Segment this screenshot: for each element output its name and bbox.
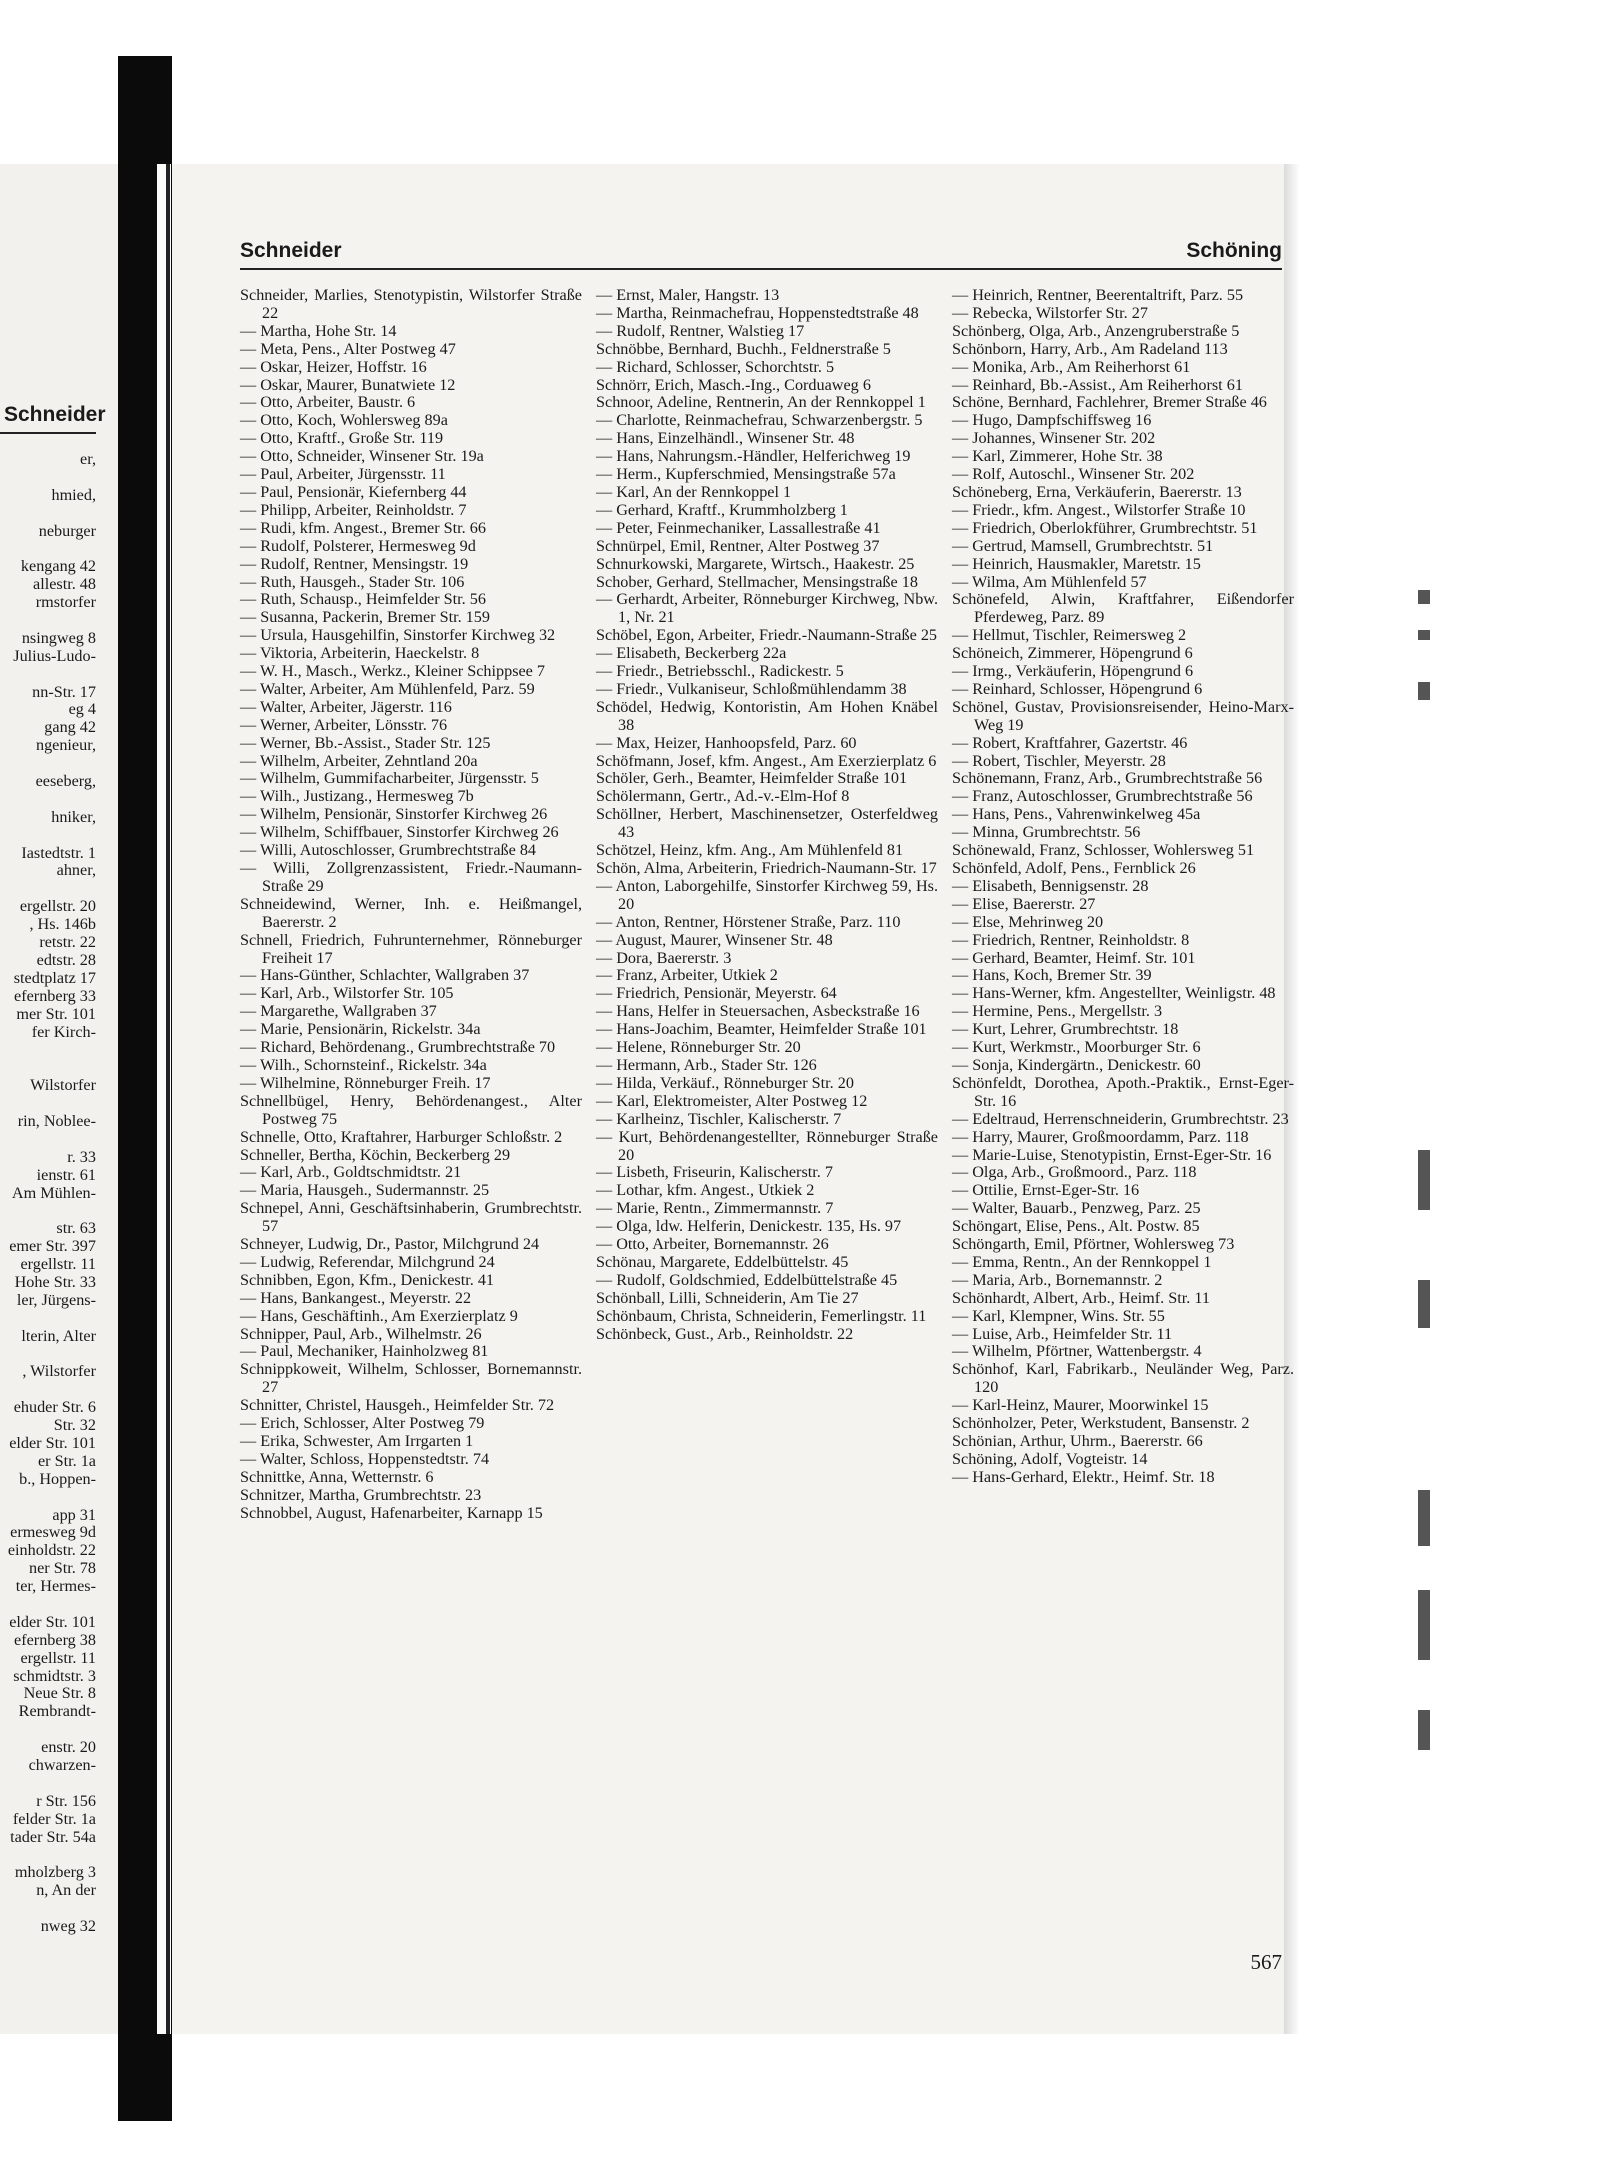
- directory-entry: Schönfeldt, Dorothea, Apoth.-Praktik., Ernst-Eger-Str. 16: [952, 1073, 1294, 1110]
- left-page-line: app 31: [52, 1506, 96, 1524]
- directory-entry: — Richard, Behördenang., Grumbrechtstraße 70: [240, 1038, 556, 1057]
- left-page-line: [0, 1721, 96, 1739]
- header-first-entry: Schneider: [240, 239, 342, 262]
- directory-entry: — Wilhelmine, Rönneburger Freih. 17: [240, 1073, 491, 1092]
- gutter-line: [166, 164, 170, 2034]
- directory-entry: — Elisabeth, Beckerberg 22a: [596, 644, 787, 663]
- directory-entry: — Ruth, Hausgeh., Stader Str. 106: [240, 572, 465, 591]
- directory-entry: — Helene, Rönneburger Str. 20: [596, 1038, 801, 1057]
- directory-entry: Schober, Gerhard, Stellmacher, Mensingstraße 18: [596, 572, 918, 591]
- left-page-line: ergellstr. 11: [20, 1649, 96, 1667]
- left-page-line: [0, 1059, 96, 1077]
- directory-entry: — Rebecka, Wilstorfer Str. 27: [952, 303, 1148, 322]
- directory-entry: — Friedr., Betriebsschl., Radickestr. 5: [596, 662, 844, 681]
- directory-entry: — Friedrich, Oberlokführer, Grumbrechtstr. 51: [952, 518, 1258, 537]
- left-page-line: er Str. 1a: [38, 1452, 96, 1470]
- left-page-line: ler, Jürgens-: [16, 1291, 96, 1309]
- directory-entry: — Franz, Arbeiter, Utkiek 2: [596, 966, 778, 985]
- directory-entry: Schöne, Bernhard, Fachlehrer, Bremer Straße 46: [952, 393, 1267, 412]
- left-page-line: Hohe Str. 33: [14, 1273, 96, 1291]
- directory-entry: — Kurt, Werkmstr., Moorburger Str. 6: [952, 1038, 1201, 1057]
- directory-entry: — Max, Heizer, Hanhoopsfeld, Parz. 60: [596, 733, 857, 752]
- left-page-line: efernberg 38: [14, 1631, 96, 1649]
- directory-entry: — Wilh., Schornsteinf., Rickelstr. 34a: [240, 1055, 487, 1074]
- left-page-line: r. 33: [67, 1148, 96, 1166]
- directory-entry: — Rudolf, Rentner, Mensingstr. 19: [240, 554, 469, 573]
- directory-entry: — August, Maurer, Winsener Str. 48: [596, 930, 833, 949]
- directory-entry: Schönewald, Franz, Schlosser, Wohlersweg 51: [952, 841, 1255, 860]
- directory-entry: — Anton, Laborgehilfe, Sinstorfer Kirchweg 59, Hs. 20: [596, 876, 938, 913]
- directory-entry: — Hellmut, Tischler, Reimersweg 2: [952, 626, 1187, 645]
- directory-entry: — W. H., Masch., Werkz., Kleiner Schippsee 7: [240, 662, 545, 681]
- header-rule: [240, 268, 1282, 270]
- directory-entry: — Lothar, kfm. Angest., Utkiek 2: [596, 1181, 815, 1200]
- directory-entry: Schneidewind, Werner, Inh. e. Heißmangel, Baererstr. 2: [240, 894, 582, 931]
- directory-entry: — Johannes, Winsener Str. 202: [952, 429, 1156, 448]
- directory-entry: — Karl, Klempner, Wins. Str. 55: [952, 1306, 1165, 1325]
- directory-entry: — Ludwig, Referendar, Milchgrund 24: [240, 1252, 495, 1271]
- left-page-line: fer Kirch-: [31, 1023, 96, 1041]
- left-page-line: neburger: [38, 522, 96, 540]
- left-page-line: gang 42: [44, 719, 96, 737]
- left-page-line: ergellstr. 20: [19, 898, 96, 916]
- directory-entry: — Monika, Arb., Am Reiherhorst 61: [952, 357, 1191, 376]
- left-page-line: str. 63: [56, 1220, 96, 1238]
- directory-entry: — Friedr., Vulkaniseur, Schloßmühlendamm 38: [596, 679, 907, 698]
- directory-entry: — Gerhard, Beamter, Heimf. Str. 101: [952, 948, 1196, 967]
- directory-entry: — Reinhard, Schlosser, Höpengrund 6: [952, 679, 1203, 698]
- directory-entry: Schnelle, Otto, Kraftahrer, Harburger Schloßstr. 2: [240, 1127, 563, 1146]
- left-page-line: rin, Noblee-: [17, 1112, 96, 1130]
- directory-entry: Schöning, Adolf, Vogteistr. 14: [952, 1449, 1148, 1468]
- directory-entry: — Franz, Autoschlosser, Grumbrechtstraße 56: [952, 787, 1253, 806]
- directory-entry: Schönemann, Franz, Arb., Grumbrechtstraße 56: [952, 769, 1263, 788]
- left-page-line: [0, 880, 96, 898]
- directory-entry: Schnellbügel, Henry, Behördenangest., Alter Postweg 75: [240, 1091, 582, 1128]
- directory-entry: — Meta, Pens., Alter Postweg 47: [240, 339, 456, 358]
- directory-entry: — Otto, Arbeiter, Baustr. 6: [240, 393, 416, 412]
- directory-entry: — Hans, Geschäftinh., Am Exerzierplatz 9: [240, 1306, 518, 1325]
- left-page-line: [0, 540, 96, 558]
- directory-entry: Schöbel, Egon, Arbeiter, Friedr.-Naumann-Straße 25: [596, 626, 938, 645]
- directory-entry: — Rolf, Autoschl., Winsener Str. 202: [952, 465, 1195, 484]
- left-page-line: r Str. 156: [36, 1792, 96, 1810]
- left-page-line: Julius-Ludo-: [13, 647, 96, 665]
- directory-entry: Schönberg, Olga, Arb., Anzengruberstraße 5: [952, 321, 1240, 340]
- directory-entry: — Willi, Autoschlosser, Grumbrechtstraße 84: [240, 841, 537, 860]
- directory-entry: Schönel, Gustav, Provisionsreisender, Heino-Marx-Weg 19: [952, 697, 1294, 734]
- left-page-line: b., Hoppen-: [19, 1470, 96, 1488]
- directory-entry: — Walter, Arbeiter, Jägerstr. 116: [240, 697, 452, 716]
- left-page-line: eeseberg,: [35, 773, 96, 791]
- left-page-line: [0, 1596, 96, 1614]
- directory-entry: Schnöbbe, Bernhard, Buchh., Feldnerstraße 5: [596, 339, 891, 358]
- directory-entry: — Karl-Heinz, Maurer, Moorwinkel 15: [952, 1396, 1209, 1415]
- directory-entry: — Margarethe, Wallgraben 37: [240, 1002, 437, 1021]
- directory-entry: Schneller, Bertha, Köchin, Beckerberg 29: [240, 1145, 511, 1164]
- left-page-line: hmied,: [51, 486, 96, 504]
- left-page-line: Iastedtstr. 1: [21, 844, 96, 862]
- directory-column-2: [596, 287, 938, 1343]
- left-page-line: ter, Hermes-: [15, 1578, 96, 1596]
- directory-entry: — Hans-Werner, kfm. Angestellter, Weinligstr. 48: [952, 984, 1276, 1003]
- left-page-line: nn-Str. 17: [32, 683, 96, 701]
- left-page-line: einholdstr. 22: [7, 1542, 96, 1560]
- directory-entry: — Paul, Arbeiter, Jürgensstr. 11: [240, 465, 446, 484]
- directory-entry: — Heinrich, Rentner, Beerentaltrift, Parz. 55: [952, 286, 1244, 304]
- left-page-line: [0, 1900, 96, 1918]
- directory-entry: — Marie, Rentn., Zimmermannstr. 7: [596, 1199, 834, 1218]
- directory-entry: — Ottilie, Ernst-Eger-Str. 16: [952, 1181, 1140, 1200]
- directory-entry: — Maria, Hausgeh., Sudermannstr. 25: [240, 1181, 490, 1200]
- directory-entry: Schönholzer, Peter, Werkstudent, Bansenstr. 2: [952, 1414, 1250, 1433]
- left-page-header-rule: [0, 432, 96, 434]
- left-page-line: efernberg 33: [14, 987, 96, 1005]
- directory-entry: Schnurkowski, Margarete, Wirtsch., Haakestr. 25: [596, 554, 915, 573]
- left-page-line: [0, 1489, 96, 1507]
- directory-entry: Schönball, Lilli, Schneiderin, Am Tie 27: [596, 1288, 859, 1307]
- directory-entry: — Otto, Arbeiter, Bornemannstr. 26: [596, 1235, 829, 1254]
- directory-entry: — Ernst, Maler, Hangstr. 13: [596, 286, 780, 304]
- directory-entry: — Otto, Koch, Wohlersweg 89a: [240, 411, 448, 430]
- directory-entry: — Hilda, Verkäuf., Rönneburger Str. 20: [596, 1073, 854, 1092]
- directory-entry: — Karl, Zimmerer, Hohe Str. 38: [952, 447, 1163, 466]
- directory-entry: — Olga, ldw. Helferin, Denickestr. 135, Hs. 97: [596, 1217, 902, 1236]
- directory-entry: — Sonja, Kindergärtn., Denickestr. 60: [952, 1055, 1201, 1074]
- directory-entry: — Charlotte, Reinmachefrau, Schwarzenbergstr. 5: [596, 411, 923, 430]
- directory-entry: Schötzel, Heinz, kfm. Ang., Am Mühlenfeld 81: [596, 841, 904, 860]
- header-last-entry: Schöning: [1186, 239, 1282, 262]
- directory-entry: — Wilh., Justizang., Hermesweg 7b: [240, 787, 474, 806]
- directory-entry: — Karl, An der Rennkoppel 1: [596, 482, 792, 501]
- left-page-line: Rembrandt-: [18, 1703, 96, 1721]
- directory-entry: Schnepel, Anni, Geschäftsinhaberin, Grumbrechtstr. 57: [240, 1199, 582, 1236]
- directory-entry: — Friedr., kfm. Angest., Wilstorfer Straße 10: [952, 500, 1246, 519]
- directory-entry: Schnippkoweit, Wilhelm, Schlosser, Bornemannstr. 27: [240, 1360, 582, 1397]
- directory-entry: Schöngart, Elise, Pens., Alt. Postw. 85: [952, 1217, 1200, 1236]
- directory-entry: Schönbaum, Christa, Schneiderin, Femerlingstr. 11: [596, 1306, 927, 1325]
- directory-entry: Schödel, Hedwig, Kontoristin, Am Hohen Knäbel 38: [596, 697, 938, 734]
- directory-entry: — Hans, Einzelhändl., Winsener Str. 48: [596, 429, 855, 448]
- directory-entry: — Edeltraud, Herrenschneiderin, Grumbrechtstr. 23: [952, 1109, 1289, 1128]
- left-page-line: elder Str. 101: [9, 1434, 96, 1452]
- directory-entry: — Viktoria, Arbeiterin, Haeckelstr. 8: [240, 644, 480, 663]
- directory-entry: Schnobbel, August, Hafenarbeiter, Karnapp 15: [240, 1503, 543, 1522]
- left-page-line: stedtplatz 17: [13, 969, 96, 987]
- directory-entry: Schönhardt, Albert, Arb., Heimf. Str. 11: [952, 1288, 1210, 1307]
- directory-entry: — Robert, Tischler, Meyerstr. 28: [952, 751, 1166, 770]
- directory-entry: — Rudolf, Rentner, Walstieg 17: [596, 321, 805, 340]
- directory-entry: — Robert, Kraftfahrer, Gazertstr. 46: [952, 733, 1188, 752]
- directory-entry: — Rudolf, Goldschmied, Eddelbüttelstraße 45: [596, 1270, 898, 1289]
- directory-entry: — Hans, Nahrungsm.-Händler, Helferichweg 19: [596, 447, 911, 466]
- directory-entry: — Paul, Mechaniker, Hainholzweg 81: [240, 1342, 489, 1361]
- next-page-edge-marks: [1418, 590, 1434, 1840]
- directory-entry: Schneyer, Ludwig, Dr., Pastor, Milchgrund 24: [240, 1235, 540, 1254]
- left-page-line: allestr. 48: [33, 576, 96, 594]
- directory-entry: — Paul, Pensionär, Kiefernberg 44: [240, 482, 467, 501]
- left-page-line: [0, 666, 96, 684]
- left-page: [0, 164, 118, 2034]
- directory-entry: — Werner, Arbeiter, Lönsstr. 76: [240, 715, 448, 734]
- left-page-line: [0, 505, 96, 523]
- left-page-line: elder Str. 101: [9, 1613, 96, 1631]
- directory-entry: — Otto, Schneider, Winsener Str. 19a: [240, 447, 484, 466]
- directory-entry: Schöneberg, Erna, Verkäuferin, Baererstr. 13: [952, 482, 1242, 501]
- directory-entry: — Elisabeth, Bennigsenstr. 28: [952, 876, 1149, 895]
- left-page-line: [0, 612, 96, 630]
- left-page-line: nweg 32: [40, 1918, 96, 1936]
- left-page-line: [0, 1346, 96, 1364]
- directory-entry: — Karl, Arb., Goldtschmidtstr. 21: [240, 1163, 462, 1182]
- directory-entry: Schönbeck, Gust., Arb., Reinholdstr. 22: [596, 1324, 854, 1343]
- left-page-line: enstr. 20: [41, 1739, 96, 1757]
- directory-entry: Schöfmann, Josef, kfm. Angest., Am Exerzierplatz 6: [596, 751, 937, 770]
- left-page-line: hniker,: [51, 808, 96, 826]
- directory-entry: — Luise, Arb., Heimfelder Str. 11: [952, 1324, 1173, 1343]
- directory-entry: Schneider, Marlies, Stenotypistin, Wilstorfer Straße 22: [240, 286, 582, 322]
- directory-entry: — Maria, Arb., Bornemannstr. 2: [952, 1270, 1163, 1289]
- directory-entry: — Willi, Zollgrenzassistent, Friedr.-Naumann-Straße 29: [240, 859, 582, 895]
- directory-entry: — Walter, Schloss, Hoppenstedtstr. 74: [240, 1449, 490, 1468]
- directory-entry: Schöngarth, Emil, Pförtner, Wohlersweg 73: [952, 1235, 1235, 1254]
- directory-entry: — Rudolf, Polsterer, Hermesweg 9d: [240, 536, 476, 555]
- directory-entry: — Rudi, kfm. Angest., Bremer Str. 66: [240, 518, 486, 537]
- directory-entry: Schnibben, Egon, Kfm., Denickestr. 41: [240, 1270, 495, 1289]
- directory-entry: — Richard, Schlosser, Schorchtstr. 5: [596, 357, 835, 376]
- directory-entry: — Anton, Rentner, Hörstener Straße, Parz. 110: [596, 912, 901, 931]
- directory-entry: — Ruth, Schausp., Heimfelder Str. 56: [240, 590, 486, 609]
- directory-entry: — Hans, Bankangest., Meyerstr. 22: [240, 1288, 472, 1307]
- left-page-line: [0, 1381, 96, 1399]
- directory-entry: — Olga, Arb., Großmoord., Parz. 118: [952, 1163, 1197, 1182]
- left-page-header: Schneider: [4, 403, 106, 426]
- directory-entry: — Martha, Hohe Str. 14: [240, 321, 397, 340]
- directory-entry: — Herm., Kupferschmied, Mensingstraße 57a: [596, 465, 896, 484]
- directory-entry: — Hans, Pens., Vahrenwinkelweg 45a: [952, 805, 1201, 824]
- directory-entry: — Gerhardt, Arbeiter, Rönneburger Kirchweg, Nbw. 1, Nr. 21: [596, 590, 938, 627]
- directory-entry: — Hans-Günther, Schlachter, Wallgraben 37: [240, 966, 530, 985]
- left-page-line: ermesweg 9d: [10, 1524, 96, 1542]
- left-page-line: [0, 1041, 96, 1059]
- directory-entry: — Walter, Arbeiter, Am Mühlenfeld, Parz. 59: [240, 679, 535, 698]
- left-page-line: ergellstr. 11: [20, 1256, 96, 1274]
- left-page-line: ner Str. 78: [29, 1560, 96, 1578]
- left-page-line: Str. 32: [53, 1417, 96, 1435]
- directory-entry: — Lisbeth, Friseurin, Kalischerstr. 7: [596, 1163, 833, 1182]
- directory-entry: — Harry, Maurer, Großmoordamm, Parz. 118: [952, 1127, 1249, 1146]
- left-page-line: , Wilstorfer: [22, 1363, 96, 1381]
- page-number: 567: [1250, 1950, 1282, 1974]
- directory-entry: — Hans-Joachim, Beamter, Heimfelder Straße 101: [596, 1020, 927, 1039]
- left-page-line: lterin, Alter: [21, 1327, 96, 1345]
- left-page-line: [0, 1846, 96, 1864]
- left-page-line: [0, 1095, 96, 1113]
- directory-entry: — Else, Mehrinweg 20: [952, 912, 1104, 931]
- left-page-line: [0, 1131, 96, 1149]
- directory-entry: Schöler, Gerh., Beamter, Heimfelder Straße 101: [596, 769, 908, 788]
- left-page-line: mer Str. 101: [16, 1005, 96, 1023]
- directory-entry: — Emma, Rentn., An der Rennkoppel 1: [952, 1252, 1212, 1271]
- directory-entry: — Otto, Kraftf., Große Str. 119: [240, 429, 444, 448]
- directory-entry: — Marie-Luise, Stenotypistin, Ernst-Eger-Str. 16: [952, 1145, 1272, 1164]
- directory-column-3: [952, 287, 1294, 1487]
- directory-entry: Schnürpel, Emil, Rentner, Alter Postweg 37: [596, 536, 880, 555]
- left-page-line: edtstr. 28: [36, 951, 96, 969]
- directory-entry: Schönfeld, Adolf, Pens., Fernblick 26: [952, 859, 1196, 877]
- left-page-line: [0, 1202, 96, 1220]
- directory-entry: — Wilhelm, Pensionär, Sinstorfer Kirchweg 26: [240, 805, 548, 824]
- directory-entry: Schnipper, Paul, Arb., Wilhelmstr. 26: [240, 1324, 482, 1343]
- left-page-line: [0, 1775, 96, 1793]
- directory-entry: — Philipp, Arbeiter, Reinholdstr. 7: [240, 500, 467, 519]
- directory-entry: — Wilhelm, Arbeiter, Zehntland 20a: [240, 751, 478, 770]
- directory-entry: — Hermine, Pens., Mergellstr. 3: [952, 1002, 1163, 1021]
- left-page-line: , Hs. 146b: [29, 916, 96, 934]
- left-page-line: rmstorfer: [35, 594, 96, 612]
- directory-entry: — Hermann, Arb., Stader Str. 126: [596, 1055, 817, 1074]
- directory-entry: — Erika, Schwester, Am Irrgarten 1: [240, 1432, 474, 1450]
- left-page-line: [0, 469, 96, 487]
- left-page-line: ahner,: [56, 862, 96, 880]
- directory-entry: Schölermann, Gertr., Ad.-v.-Elm-Hof 8: [596, 787, 850, 806]
- left-page-line: er,: [80, 451, 96, 468]
- left-page-line: nsingweg 8: [21, 629, 96, 647]
- directory-entry: — Reinhard, Bb.-Assist., Am Reiherhorst 61: [952, 375, 1243, 394]
- left-page-line: ngenieur,: [35, 737, 96, 755]
- directory-entry: — Wilma, Am Mühlenfeld 57: [952, 572, 1147, 591]
- directory-entry: — Wilhelm, Pförtner, Wattenbergstr. 4: [952, 1342, 1202, 1361]
- directory-entry: — Peter, Feinmechaniker, Lassallestraße 41: [596, 518, 881, 537]
- left-page-line: ehuder Str. 6: [13, 1399, 96, 1417]
- directory-entry: — Minna, Grumbrechtstr. 56: [952, 823, 1141, 842]
- directory-entry: — Susanna, Packerin, Bremer Str. 159: [240, 608, 490, 627]
- left-page-line: Am Mühlen-: [11, 1184, 96, 1202]
- directory-entry: — Karl, Elektromeister, Alter Postweg 12: [596, 1091, 868, 1110]
- directory-entry: — Elise, Baererstr. 27: [952, 894, 1096, 913]
- directory-entry: Schnitter, Christel, Hausgeh., Heimfelder Str. 72: [240, 1396, 555, 1415]
- directory-entry: Schnell, Friedrich, Fuhrunternehmer, Rönneburger Freiheit 17: [240, 930, 582, 967]
- left-page-column: [0, 451, 96, 1936]
- directory-entry: — Oskar, Heizer, Hoffstr. 16: [240, 357, 427, 376]
- directory-entry: — Irmg., Verkäuferin, Höpengrund 6: [952, 662, 1194, 681]
- directory-entry: — Wilhelm, Gummifacharbeiter, Jürgensstr. 5: [240, 769, 539, 788]
- directory-entry: Schönhof, Karl, Fabrikarb., Neuländer Weg, Parz. 120: [952, 1360, 1294, 1397]
- directory-entry: Schön, Alma, Arbeiterin, Friedrich-Naumann-Str. 17: [596, 859, 937, 877]
- left-page-line: schmidtstr. 3: [13, 1667, 96, 1685]
- left-page-line: kengang 42: [20, 558, 96, 576]
- left-page-line: [0, 791, 96, 809]
- directory-entry: — Gerhard, Kraftf., Krummholzberg 1: [596, 500, 848, 519]
- left-page-line: [0, 755, 96, 773]
- directory-entry: Schöllner, Herbert, Maschinensetzer, Osterfeldweg 43: [596, 805, 938, 842]
- directory-entry: — Werner, Bb.-Assist., Stader Str. 125: [240, 733, 491, 752]
- directory-entry: Schnitzer, Martha, Grumbrechtstr. 23: [240, 1485, 482, 1504]
- left-page-line: Neue Str. 8: [23, 1685, 96, 1703]
- directory-entry: Schönborn, Harry, Arb., Am Radeland 113: [952, 339, 1228, 358]
- left-page-line: [0, 1310, 96, 1328]
- directory-entry: — Kurt, Lehrer, Grumbrechtstr. 18: [952, 1020, 1179, 1039]
- left-page-line: tader Str. 54a: [10, 1828, 96, 1846]
- left-page-line: felder Str. 1a: [12, 1810, 96, 1828]
- directory-entry: — Hans, Helfer in Steuersachen, Asbeckstraße 16: [596, 1002, 920, 1021]
- directory-entry: — Hans-Gerhard, Elektr., Heimf. Str. 18: [952, 1467, 1215, 1486]
- left-page-line: retstr. 22: [39, 934, 96, 952]
- left-page-line: n, An der: [36, 1882, 96, 1900]
- left-page-line: [0, 827, 96, 845]
- directory-entry: — Friedrich, Pensionär, Meyerstr. 64: [596, 984, 837, 1003]
- directory-entry: — Karlheinz, Tischler, Kalischerstr. 7: [596, 1109, 842, 1128]
- directory-entry: — Hans, Koch, Bremer Str. 39: [952, 966, 1152, 985]
- directory-entry: — Kurt, Behördenangestellter, Rönneburger Straße 20: [596, 1127, 938, 1164]
- directory-entry: — Martha, Reinmachefrau, Hoppenstedtstraße 48: [596, 303, 919, 322]
- directory-entry: — Oskar, Maurer, Bunatwiete 12: [240, 375, 456, 394]
- directory-entry: Schönian, Arthur, Uhrm., Baererstr. 66: [952, 1432, 1203, 1450]
- directory-entry: — Ursula, Hausgehilfin, Sinstorfer Kirchweg 32: [240, 626, 556, 645]
- left-page-line: eg 4: [68, 701, 96, 719]
- directory-entry: Schnittke, Anna, Wetternstr. 6: [240, 1467, 434, 1486]
- left-page-line: chwarzen-: [28, 1757, 96, 1775]
- left-page-line: ienstr. 61: [36, 1166, 96, 1184]
- directory-entry: — Heinrich, Hausmakler, Maretstr. 15: [952, 554, 1201, 573]
- directory-entry: — Wilhelm, Schiffbauer, Sinstorfer Kirchweg 26: [240, 823, 559, 842]
- left-page-line: emer Str. 397: [9, 1238, 96, 1256]
- directory-entry: — Erich, Schlosser, Alter Postweg 79: [240, 1414, 485, 1433]
- directory-entry: — Dora, Baererstr. 3: [596, 948, 732, 967]
- directory-entry: — Walter, Bauarb., Penzweg, Parz. 25: [952, 1199, 1201, 1218]
- directory-entry: Schönefeld, Alwin, Kraftfahrer, Eißendorfer Pferdeweg, Parz. 89: [952, 590, 1294, 627]
- directory-entry: Schöneich, Zimmerer, Höpengrund 6: [952, 644, 1193, 663]
- directory-entry: — Friedrich, Rentner, Reinholdstr. 8: [952, 930, 1190, 949]
- left-page-line: mholzberg 3: [14, 1864, 96, 1882]
- directory-entry: — Hugo, Dampfschiffsweg 16: [952, 411, 1152, 430]
- directory-entry: — Gertrud, Mamsell, Grumbrechtstr. 51: [952, 536, 1214, 555]
- directory-entry: Schnoor, Adeline, Rentnerin, An der Rennkoppel 1: [596, 393, 926, 412]
- directory-entry: — Karl, Arb., Wilstorfer Str. 105: [240, 984, 454, 1003]
- directory-entry: — Marie, Pensionärin, Rickelstr. 34a: [240, 1020, 481, 1039]
- left-page-line: Wilstorfer: [30, 1077, 96, 1095]
- directory-column-1: [240, 287, 582, 1523]
- directory-entry: Schnörr, Erich, Masch.-Ing., Corduaweg 6: [596, 375, 871, 394]
- directory-entry: Schönau, Margarete, Eddelbüttelstr. 45: [596, 1252, 849, 1271]
